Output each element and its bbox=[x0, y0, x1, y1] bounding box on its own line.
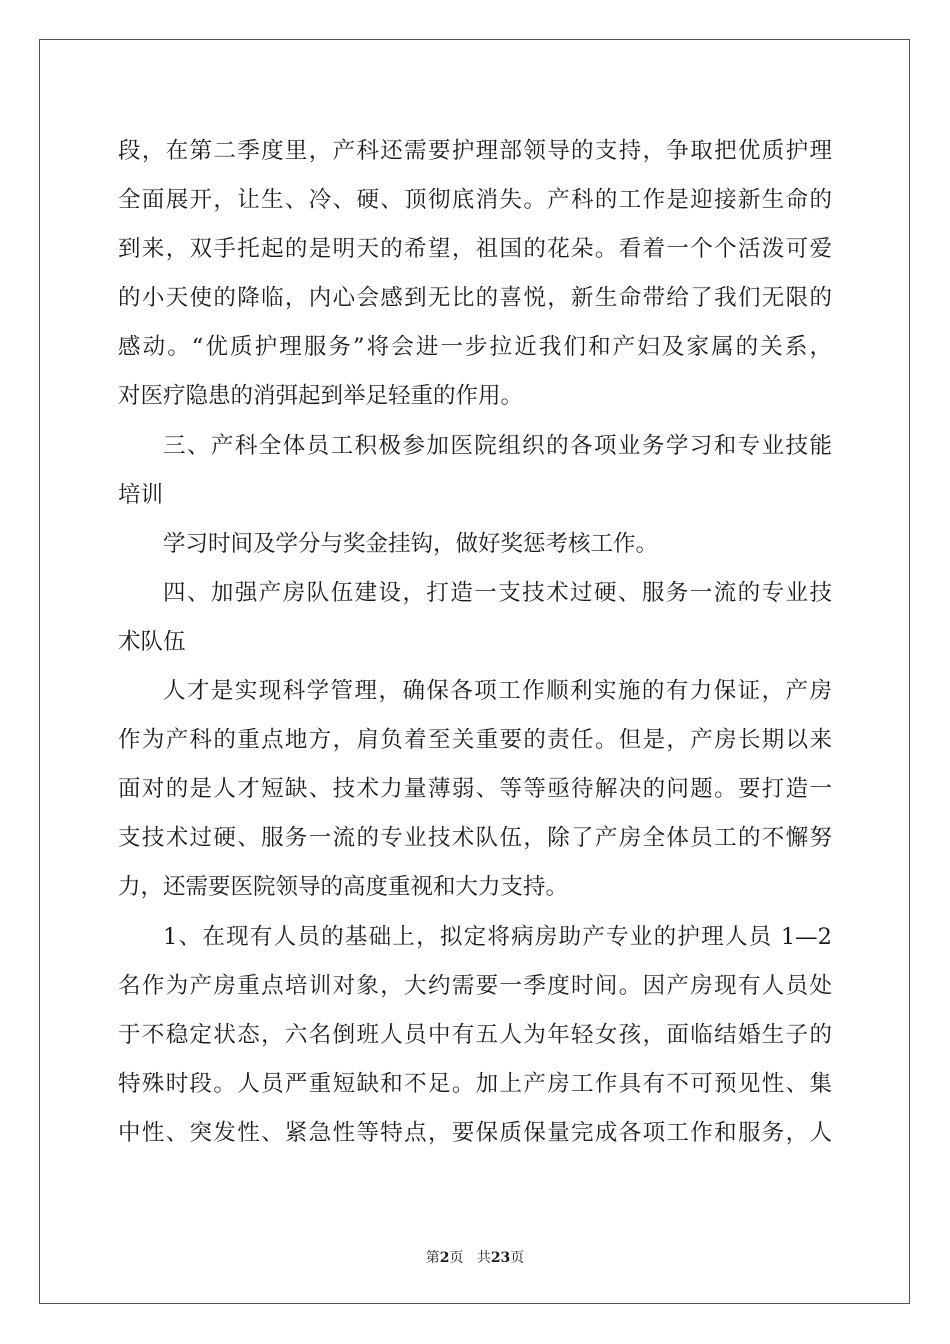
text-line: 对医疗隐患的消弭起到举足轻重的作用。 bbox=[118, 383, 524, 410]
text-line: 三、产科全体员工积极参加医院组织的各项业务学习和专业技能 bbox=[163, 432, 832, 459]
text-line: 人才是实现科学管理，确保各项工作顺利实施的有力保证，产房 bbox=[163, 678, 832, 705]
text-line: 的小天使的降临，内心会感到无比的喜悦，新生命带给了我们无限的 bbox=[118, 285, 832, 312]
text-line: 面对的是人才短缺、技术力量薄弱、等等亟待解决的问题。要打造一 bbox=[118, 776, 832, 803]
footer-page-number: 2 bbox=[439, 1250, 450, 1266]
footer-total-prefix: 共 bbox=[476, 1250, 491, 1266]
text-line: 中性、突发性、紧急性等特点，要保质保量完成各项工作和服务，人 bbox=[118, 1119, 832, 1146]
text-line: 培训 bbox=[118, 481, 164, 508]
text-line: 支技术过硬、服务一流的专业技术队伍，除了产房全体员工的不懈努 bbox=[118, 825, 832, 852]
text-line: 到来，双手托起的是明天的希望，祖国的花朵。看着一个个活泼可爱 bbox=[118, 236, 832, 263]
page-footer bbox=[0, 1247, 950, 1267]
footer-page-prefix: 第 bbox=[425, 1250, 440, 1266]
text-line: 全面展开，让生、冷、硬、顶彻底消失。产科的工作是迎接新生命的 bbox=[118, 187, 832, 214]
text-line: 感动。“优质护理服务”将会进一步拉近我们和产妇及家属的关系， bbox=[118, 334, 832, 361]
footer-total-pages: 23 bbox=[490, 1250, 511, 1266]
text-line: 特殊时段。人员严重短缺和不足。加上产房工作具有不可预见性、集 bbox=[118, 1070, 832, 1097]
text-line: 四、加强产房队伍建设，打造一支技术过硬、服务一流的专业技 bbox=[163, 579, 832, 606]
text-line: 名作为产房重点培训对象，大约需要一季度时间。因产房现有人员处 bbox=[118, 972, 832, 999]
footer-total-suffix: 页 bbox=[510, 1250, 525, 1266]
text-line: 术队伍 bbox=[118, 628, 186, 655]
text-line: 段，在第二季度里，产科还需要护理部领导的支持，争取把优质护理 bbox=[118, 138, 832, 164]
text-line: 力，还需要医院领导的高度重视和大力支持。 bbox=[118, 874, 569, 901]
text-line: 于不稳定状态，六名倒班人员中有五人为年轻女孩，面临结婚生子的 bbox=[118, 1021, 832, 1048]
document-body bbox=[118, 127, 832, 1158]
text-line: 作为产科的重点地方，肩负着至关重要的责任。但是，产房长期以来 bbox=[118, 727, 832, 754]
text-line: 1、在现有人员的基础上，拟定将病房助产专业的护理人员 1—2 bbox=[163, 923, 832, 950]
text-line: 学习时间及学分与奖金挂钩，做好奖惩考核工作。 bbox=[163, 530, 659, 557]
footer-page-suffix: 页 bbox=[449, 1250, 464, 1266]
